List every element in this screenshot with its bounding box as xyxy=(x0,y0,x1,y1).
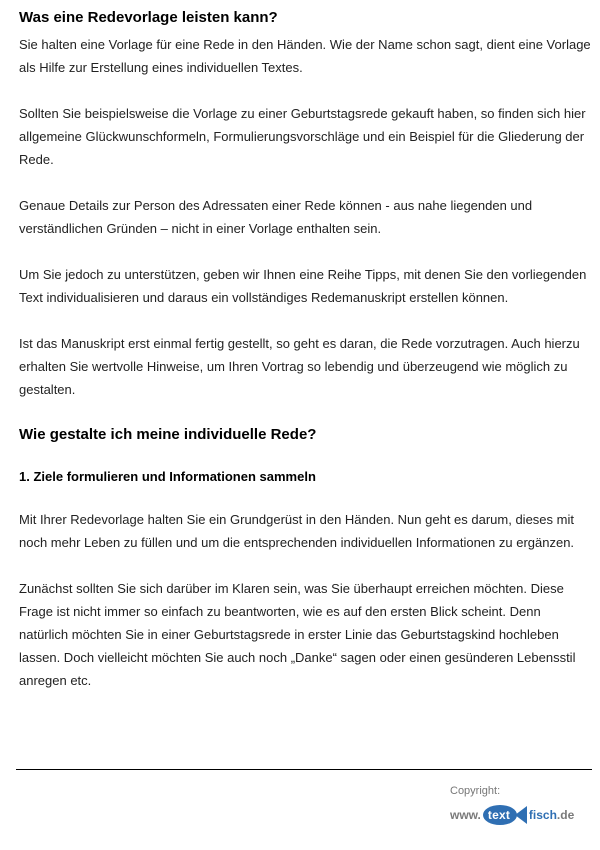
textfisch-logo xyxy=(450,802,592,828)
heading-individuelle-rede: Wie gestalte ich meine individuelle Rede? xyxy=(19,426,317,443)
heading-redevorlage: Was eine Redevorlage leisten kann? xyxy=(19,9,278,26)
paragraph: Zunächst sollten Sie sich darüber im Klaren sein, was Sie überhaupt erreichen möchten. Diese Frage ist nicht immer so einfach zu beantworten, wie es auf den ersten Blick scheint. Denn natürlich möchten Sie in einer Geburtstagsrede in erster Linie das Geburtstagskind hochleben lassen. Doch vielleicht möchten Sie auch noch „Danke“ sagen oder einen gesünderen Lebensstil anregen etc. xyxy=(19,581,576,688)
paragraph: Um Sie jedoch zu unterstützen, geben wir Ihnen eine Reihe Tipps, mit denen Sie den vorliegenden Text individualisieren und daraus ein vollständiges Redemanuskript erstellen können. xyxy=(19,267,587,305)
logo-prefix: www. xyxy=(450,808,481,822)
document-body xyxy=(19,8,591,715)
paragraph: Mit Ihrer Redevorlage halten Sie ein Grundgerüst in den Händen. Nun geht es darum, dieses mit noch mehr Leben zu füllen und um die entsprechenden individuellen Informationen zu ergänzen. xyxy=(19,512,575,550)
copyright-label: Copyright: xyxy=(450,785,501,797)
paragraph: Genaue Details zur Person des Adressaten einer Rede können - aus nahe liegenden und verständlichen Gründen – nicht in einer Vorlage enthalten sein. xyxy=(19,198,533,236)
footer-divider xyxy=(16,769,592,770)
paragraph: Sollten Sie beispielsweise die Vorlage zu einer Geburtstagsrede gekauft haben, so finden sich hier allgemeine Glückwunschformeln, Formulierungsvorschläge und ein Beispiel für die Gliederung der Rede. xyxy=(19,106,586,167)
fish-icon xyxy=(483,804,527,826)
paragraph: Sie halten eine Vorlage für eine Rede in den Händen. Wie der Name schon sagt, dient eine Vorlage als Hilfe zur Erstellung eines individuellen Textes. xyxy=(19,37,591,75)
logo-suffix: fisch xyxy=(528,808,557,822)
logo-fish-word: text xyxy=(487,808,511,822)
logo-tld: .de xyxy=(556,808,575,822)
subheading-ziele: 1. Ziele formulieren und Informationen sammeln xyxy=(19,469,316,484)
paragraph: Ist das Manuskript erst einmal fertig gestellt, so geht es daran, die Rede vorzutragen. Auch hierzu erhalten Sie wertvolle Hinweise, um Ihren Vortrag so lebendig und überzeugend wie möglich zu gestalten. xyxy=(19,336,580,397)
